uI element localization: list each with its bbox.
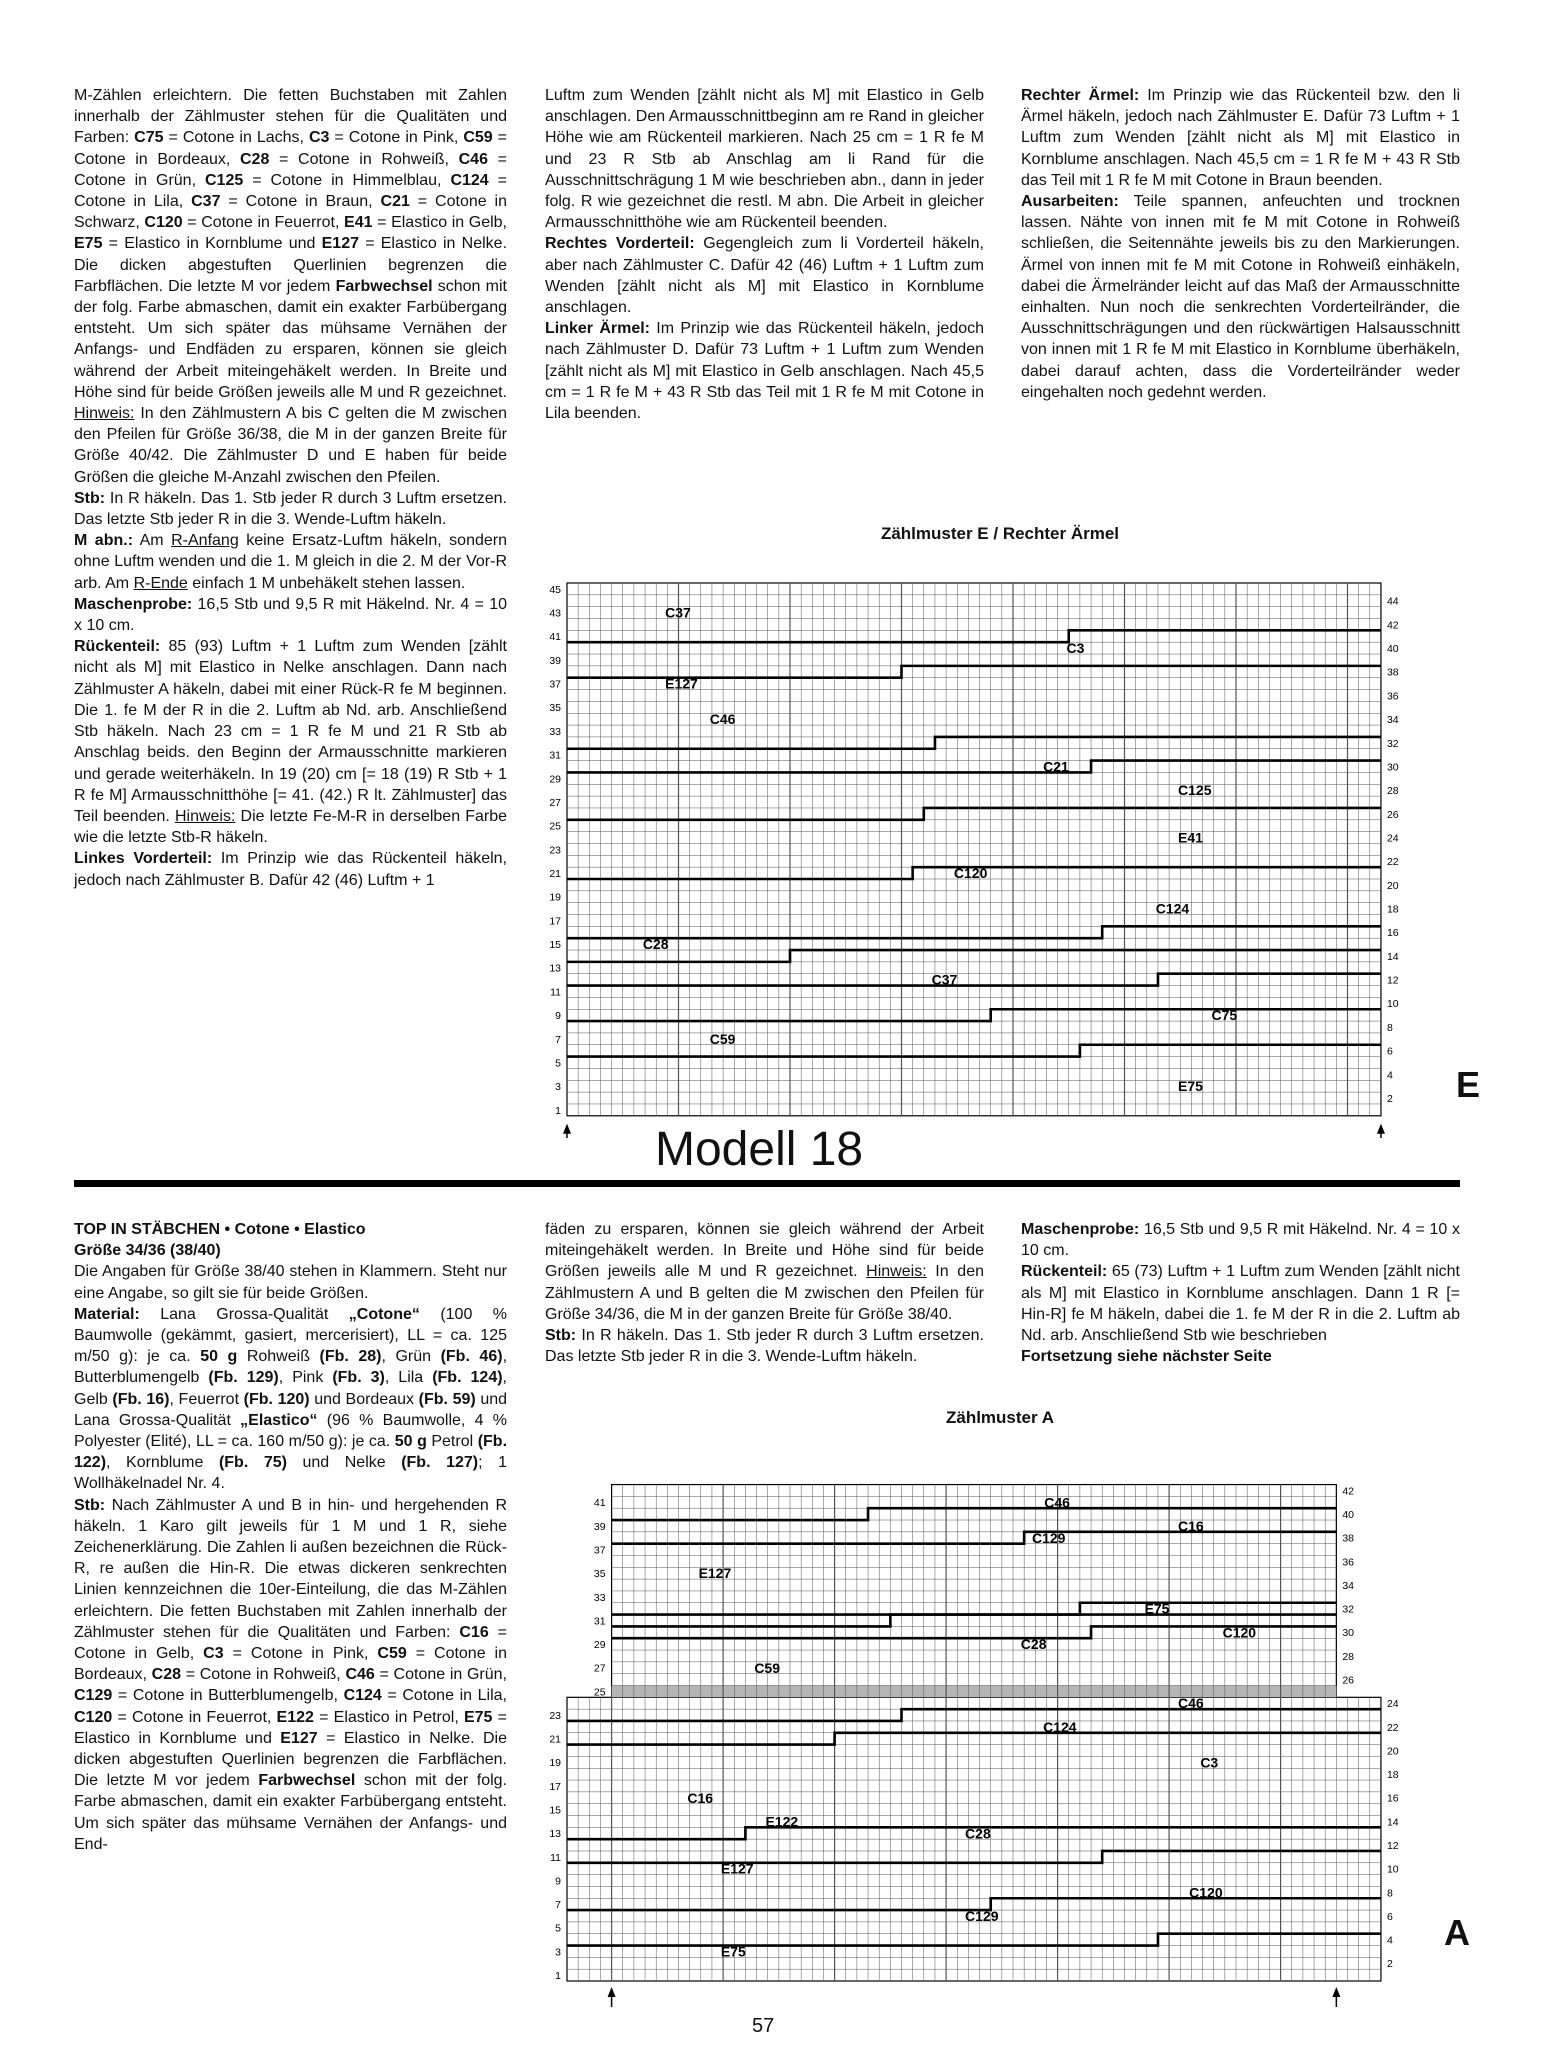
row-number-left: 17 (549, 1780, 561, 1793)
row-number-left: 7 (555, 1899, 561, 1912)
row-number-right: 22 (1386, 1721, 1399, 1734)
row-number-right: 26 (1342, 1674, 1355, 1687)
paragraph: Stb: Nach Zählmuster A und B in hin- und hergehenden R häkeln. 1 Karo gilt jeweils für 1 M und 1 R, siehe Zeichenerklärung. Die Zahlen li außen bezeichnen die Rück-R, re außen die Hin-R. Die etwas dickeren senkrechten Linien kennzeichnen die 10er-Einteilung, die das M-Zählen erleichtern. Die fetten Buchstaben mit Zahlen innerhalb der Zählmuster stehen für die Qualitäten und Farben: C16 = Cotone in Gelb, C3 = Cotone in Pink, C59 = Cotone in Bordeaux, C28 = Cotone in Rohweiß, C46 = Cotone in Grün, C129 = Cotone in Butterblumengelb, C124 = Cotone in Lila, C120 = Cotone in Feuerrot, E122 = Elastico in Petrol, E75 = Elastico in Kornblume und E127 = Elastico in Nelke. Die dicken abgestuften Querlinien begrenzen die Farbflächen. Die letzte M vor jedem Farbwechsel schon mit der folg. Farbe abmaschen, damit ein exakter Farbübergang entsteht. Um sich später das mühsame Vernähen der Anfangs- und End- (74, 1496, 508, 1853)
color-code-label: C75 (1211, 1007, 1238, 1024)
color-code-label: C129 (1031, 1529, 1066, 1546)
grid-frame (567, 583, 1381, 1116)
chart-a-title: Zählmuster A (945, 1408, 1054, 1427)
row-number-right: 42 (1386, 619, 1399, 632)
row-number-right: 2 (1386, 1958, 1393, 1971)
color-code-label: C46 (709, 711, 736, 728)
bottom-column-2 (545, 1219, 984, 1367)
chart-a-grid (540, 1436, 1470, 2011)
row-number-right: 26 (1386, 808, 1399, 821)
row-number-left: 25 (549, 820, 561, 833)
row-number-right: 22 (1386, 856, 1399, 869)
paragraph: Die Angaben für Größe 38/40 stehen in Klammern. Steht nur eine Angabe, so gilt sie für beide Größen. (74, 1263, 507, 1302)
row-number-right: 4 (1386, 1069, 1393, 1082)
arrow-head-icon (608, 1987, 616, 1997)
row-number-right: 36 (1342, 1556, 1355, 1569)
color-code-label: C129 (965, 1907, 999, 1924)
paragraph: Stb: In R häkeln. Das 1. Stb jeder R durch 3 Luftm ersetzen. Das letzte Stb jeder R in die 3. Wende-Luftm häkeln. (545, 1327, 984, 1366)
row-number-right: 18 (1386, 903, 1399, 916)
color-code-label: C16 (687, 1789, 714, 1806)
chart-e-letter: E (1456, 1064, 1481, 1105)
row-number-right: 40 (1386, 643, 1399, 656)
row-number-left: 7 (555, 1033, 561, 1046)
paragraph: TOP IN STÄBCHEN • Cotone • Elastico Größe 34/36 (38/40) (74, 1221, 366, 1260)
color-code-label: C28 (1020, 1636, 1047, 1653)
row-number-right: 8 (1386, 1021, 1393, 1034)
row-number-left: 29 (593, 1639, 606, 1652)
row-number-left: 1 (555, 1104, 561, 1117)
page-number: 57 (752, 2015, 775, 2037)
row-number-left: 3 (555, 1946, 561, 1959)
color-code-label: C46 (1044, 1494, 1070, 1511)
row-number-right: 44 (1386, 595, 1399, 608)
row-number-left: 43 (549, 607, 561, 620)
row-number-left: 15 (549, 1804, 561, 1817)
color-code-label: C16 (1178, 1517, 1204, 1534)
arrow-head-icon (1332, 1987, 1340, 1997)
row-number-left: 21 (549, 868, 561, 880)
row-number-right: 2 (1386, 1092, 1393, 1105)
row-number-right: 6 (1386, 1910, 1393, 1923)
row-number-right: 10 (1386, 1863, 1399, 1876)
top-column-2 (545, 85, 984, 424)
row-number-left: 13 (549, 1828, 561, 1841)
color-code-label: E122 (765, 1813, 799, 1830)
row-number-left: 1 (555, 1970, 561, 1982)
row-number-left: 3 (555, 1081, 561, 1094)
color-code-label: C37 (665, 604, 691, 621)
row-number-left: 19 (549, 1757, 561, 1770)
row-number-left: 27 (593, 1662, 606, 1675)
paragraph: M abn.: Am R-Anfang keine Ersatz-Luftm häkeln, sondern ohne Luftm wenden und die 1. M gleich in die 2. M der Vor-R arb. Am R-Ende einfach 1 M unbehäkelt stehen lassen. (74, 532, 507, 592)
paragraph: Rückenteil: 65 (73) Luftm + 1 Luftm zum Wenden [zählt nicht als M] mit Elastico in Kornblume anschlagen. Dann 1 R [= Hin-R] fe M häkeln, dabei die 1. fe M der R in die 2. Luftm ab Nd. arb. Anschließend Stb wie beschrieben (1021, 1263, 1460, 1345)
paragraph: Fortsetzung siehe nächster Seite (1021, 1348, 1272, 1366)
divider (74, 1180, 1460, 1187)
color-code-label: C3 (1066, 640, 1085, 657)
paragraph: Luftm zum Wenden [zählt nicht als M] mit Elastico in Gelb anschlagen. Den Armausschnittbeginn am re Rand in gleicher Höhe wie am Rückenteil markieren. Nach 25 cm = 1 R fe M und 23 R Stb ab Anschlag am li Rand für die Ausschnittschrägung 1 M wie beschrieben abn., dann in jeder folg. R wie gezeichnet die restl. M abn. Die Arbeit in gleicher Armausschnitthöhe wie am Rückenteil beenden. (545, 87, 984, 232)
color-code-label: C59 (754, 1659, 781, 1676)
top-column-3 (1021, 85, 1460, 403)
paragraph: Linkes Vorderteil: Im Prinzip wie das Rückenteil häkeln, jedoch nach Zählmuster B. Dafür 42 (46) Luftm + 1 (74, 850, 507, 889)
chart-e-title: Zählmuster E / Rechter Ärmel (880, 524, 1120, 543)
color-code-label: C59 (709, 1030, 736, 1047)
row-number-right: 20 (1386, 879, 1399, 892)
row-number-left: 35 (549, 702, 561, 715)
row-number-right: 4 (1386, 1934, 1393, 1947)
row-number-right: 28 (1342, 1650, 1355, 1663)
row-number-right: 38 (1342, 1532, 1355, 1545)
row-number-right: 20 (1386, 1745, 1399, 1758)
row-number-left: 33 (549, 725, 561, 738)
color-code-label: C120 (1222, 1624, 1257, 1641)
color-code-label: C28 (642, 936, 669, 953)
row-number-right: 32 (1386, 737, 1399, 750)
row-number-left: 37 (593, 1544, 606, 1557)
row-number-left: 11 (550, 986, 561, 999)
row-number-left: 41 (593, 1497, 606, 1510)
row-number-left: 25 (593, 1686, 606, 1699)
row-number-right: 6 (1386, 1045, 1393, 1058)
color-code-label: C21 (1043, 758, 1069, 775)
top-column-1 (74, 85, 507, 891)
color-code-label: C124 (1155, 900, 1190, 917)
paragraph: Maschenprobe: 16,5 Stb und 9,5 R mit Häkelnd. Nr. 4 = 10 x 10 cm. (1021, 1221, 1460, 1260)
color-code-label: C125 (1178, 782, 1212, 799)
row-number-right: 30 (1342, 1627, 1355, 1640)
row-number-left: 9 (555, 1010, 561, 1023)
row-number-right: 16 (1386, 1792, 1399, 1805)
color-code-label: E75 (720, 1943, 746, 1960)
row-number-left: 23 (549, 1709, 561, 1722)
row-number-left: 31 (593, 1615, 606, 1628)
paragraph: Rechter Ärmel: Im Prinzip wie das Rückenteil bzw. den li Ärmel häkeln, jedoch nach Zählmuster E. Dafür 73 Luftm + 1 Luftm zum Wenden [zählt nicht als M] mit Elastico in Kornblume anschlagen. Nach 45,5 cm = 1 R fe M + 43 R Stb das Teil mit 1 R fe M mit Cotone in Braun beenden. (1021, 87, 1460, 189)
paragraph: Ausarbeiten: Teile spannen, anfeuchten und trocknen lassen. Nähte von innen mit fe M mit Cotone in Rohweiß schließen, die Seitennähte jeweils bis zu den Markierungen. Ärmel von innen mit fe M mit Cotone in Rohweiß einhäkeln, dabei die Ärmelränder leicht auf das Maß der Armausschnitte einhalten. Nun noch die senkrechten Vorderteilränder, die Ausschnittschrägungen und den rückwärtigen Halsausschnitt von innen mit 1 R fe M mit Elastico in Kornblume überhäkeln, dabei darauf achten, dass die Vorderteilränder weder eingehalten noch gedehnt werden. (1021, 193, 1460, 401)
row-number-left: 9 (555, 1875, 561, 1888)
row-number-left: 31 (549, 749, 561, 762)
color-code-label: E127 (698, 1565, 732, 1582)
row-number-left: 39 (593, 1520, 606, 1533)
color-code-label: E75 (1178, 1078, 1203, 1095)
paragraph: Stb: In R häkeln. Das 1. Stb jeder R durch 3 Luftm ersetzen. Das letzte Stb jeder R in die 3. Wende-Luftm häkeln. (74, 489, 507, 529)
paragraph: fäden zu ersparen, können sie gleich während der Arbeit miteingehäkelt werden. In Breite und Höhe sind für beide Größen jeweils alle M und R gezeichnet. Hinweis: In den Zählmustern A und B gelten die M zwischen den Pfeilen für Größe 34/36, die M in der ganzen Breite für Größe 38/40. (545, 1221, 984, 1323)
row-number-right: 42 (1342, 1485, 1355, 1498)
row-number-left: 37 (549, 678, 561, 691)
row-number-left: 33 (593, 1591, 606, 1604)
bottom-column-3 (1021, 1219, 1460, 1367)
chart-e-grid (540, 553, 1470, 1138)
color-code-label: C120 (1189, 1884, 1223, 1901)
row-number-left: 5 (555, 1922, 561, 1935)
row-number-left: 41 (549, 631, 561, 644)
row-number-left: 39 (549, 654, 561, 667)
row-number-right: 10 (1386, 998, 1399, 1011)
row-number-right: 24 (1386, 832, 1399, 845)
row-number-left: 19 (549, 891, 561, 904)
row-number-right: 8 (1386, 1887, 1393, 1900)
row-number-left: 11 (550, 1851, 561, 1864)
row-number-left: 21 (549, 1733, 561, 1746)
row-number-right: 32 (1342, 1603, 1355, 1616)
chart-a-letter: A (1444, 1912, 1470, 1953)
color-code-label: E41 (1178, 829, 1203, 846)
paragraph: M-Zählen erleichtern. Die fetten Buchstaben mit Zahlen innerhalb der Zählmuster stehen für die Qualitäten und Farben: C75 = Cotone in Lachs, C3 = Cotone in Pink, C59 = Cotone in Bordeaux, C28 = Cotone in Rohweiß, C46 = Cotone in Grün, C125 = Cotone in Himmelblau, C124 = Cotone in Lila, C37 = Cotone in Braun, C21 = Cotone in Schwarz, C120 = Cotone in Feuerrot, E41 = Elastico in Gelb, E75 = Elastico in Kornblume und E127 = Elastico in Nelke. Die dicken abgestuften Querlinien begrenzen die Farbflächen. Die letzte M vor jedem Farbwechsel schon mit der folg. Farbe abmaschen, damit ein exakter Farbübergang entsteht. Um sich später das mühsame Vernähen der Anfangs- und Endfäden zu ersparen, können sie gleich während der Arbeit miteingehäkelt werden. In Breite und Höhe sind für beide Größen jeweils alle M und R gezeichnet. Hinweis: In den Zählmustern A bis C gelten die M zwischen den Pfeilen für Größe 36/38, die M in der ganzen Breite für Größe 40/42. Die Zählmuster D und E haben für beide Größen die gleiche M-Anzahl zwischen den Pfeilen. (74, 87, 508, 486)
paragraph: Material: Lana Grossa-Qualität „Cotone“ (100 % Baumwolle (gekämmt, gasiert, mercerisiert), LL = ca. 125 m/50 g): je ca. 50 g Rohweiß (Fb. 28), Grün (Fb. 46), Butterblumengelb (Fb. 129), Pink (Fb. 3), Lila (Fb. 124), Gelb (Fb. 16), Feuerrot (Fb. 120) und Bordeaux (Fb. 59) und Lana Grossa-Qualität „Elastico“ (96 % Baumwolle, 4 % Polyester (Elité), LL = ca. 160 m/50 g): je ca. 50 g Petrol (Fb. 122), Kornblume (Fb. 75) und Nelke (Fb. 127); 1 Wollhäkelnadel Nr. 4. (74, 1305, 508, 1493)
row-number-right: 34 (1342, 1579, 1355, 1592)
row-number-right: 18 (1386, 1769, 1399, 1782)
row-number-right: 12 (1386, 1839, 1399, 1852)
row-number-right: 38 (1386, 666, 1399, 679)
row-number-right: 30 (1386, 761, 1399, 774)
color-code-label: C37 (931, 971, 958, 988)
model-title: Modell 18 (655, 1123, 864, 1176)
color-code-label: C124 (1043, 1718, 1077, 1735)
arrow-head-icon (1377, 1124, 1385, 1134)
paragraph: Rückenteil: 85 (93) Luftm + 1 Luftm zum Wenden [zählt nicht als M] mit Elastico in Nelke anschlagen. Dann nach Zählmuster A häkeln, dabei mit einer Rück-R fe M beginnen. Die 1. fe M der R in die 2. Luftm ab Nd. arb. Anschließend Stb häkeln. Nach 23 cm = 1 R fe M und 21 R Stb ab Anschlag beids. den Beginn der Armausschnitte markieren und gerade weiterhäkeln. In 19 (20) cm [= 18 (19) R Stb + 1 R fe M] Armausschnitthöhe [= 41. (42.) R lt. Zählmuster] das Teil beenden. Hinweis: Die letzte Fe-M-R in derselben Farbe wie die letzte Stb-R häkeln. (74, 638, 508, 847)
paragraph: Linker Ärmel: Im Prinzip wie das Rückenteil häkeln, jedoch nach Zählmuster D. Dafür 73 Luftm + 1 Luftm zum Wenden [zählt nicht als M] mit Elastico in Gelb anschlagen. Nach 45,5 cm = 1 R fe M + 43 R Stb das Teil mit 1 R fe M mit Cotone in Lila beenden. (545, 320, 985, 423)
row-number-right: 40 (1342, 1509, 1355, 1522)
row-number-left: 45 (549, 583, 561, 596)
row-number-left: 17 (549, 915, 561, 928)
row-number-right: 14 (1386, 950, 1399, 963)
row-number-left: 23 (549, 844, 561, 857)
row-number-left: 35 (593, 1568, 606, 1581)
color-code-label: C28 (965, 1825, 991, 1842)
color-code-label: C3 (1200, 1754, 1219, 1771)
row-number-right: 12 (1386, 974, 1399, 987)
row-number-left: 29 (549, 773, 561, 786)
bottom-column-1 (74, 1219, 507, 1855)
paragraph: Maschenprobe: 16,5 Stb und 9,5 R mit Häkelnd. Nr. 4 = 10 x 10 cm. (74, 595, 507, 635)
row-number-left: 13 (549, 962, 561, 975)
color-code-label: E127 (720, 1860, 754, 1877)
color-code-label: C46 (1178, 1695, 1204, 1712)
row-number-right: 36 (1386, 690, 1399, 703)
row-number-right: 34 (1386, 714, 1399, 727)
row-number-left: 5 (555, 1057, 561, 1070)
color-code-label: E127 (665, 675, 698, 692)
arrow-head-icon (563, 1124, 571, 1134)
row-number-right: 14 (1386, 1816, 1399, 1829)
shaded-row (612, 1686, 1337, 1698)
row-number-left: 15 (549, 939, 561, 952)
row-number-right: 28 (1386, 785, 1399, 798)
row-number-right: 16 (1386, 927, 1399, 940)
row-number-right: 24 (1386, 1698, 1399, 1711)
paragraph: Rechtes Vorderteil: Gegengleich zum li Vorderteil häkeln, aber nach Zählmuster C. Dafür 42 (46) Luftm + 1 Luftm zum Wenden [zählt nicht als M] mit Elastico in Kornblume anschlagen. (545, 235, 984, 317)
color-code-label: C120 (953, 865, 988, 882)
color-code-label: E75 (1144, 1600, 1170, 1617)
row-number-left: 27 (549, 796, 561, 809)
